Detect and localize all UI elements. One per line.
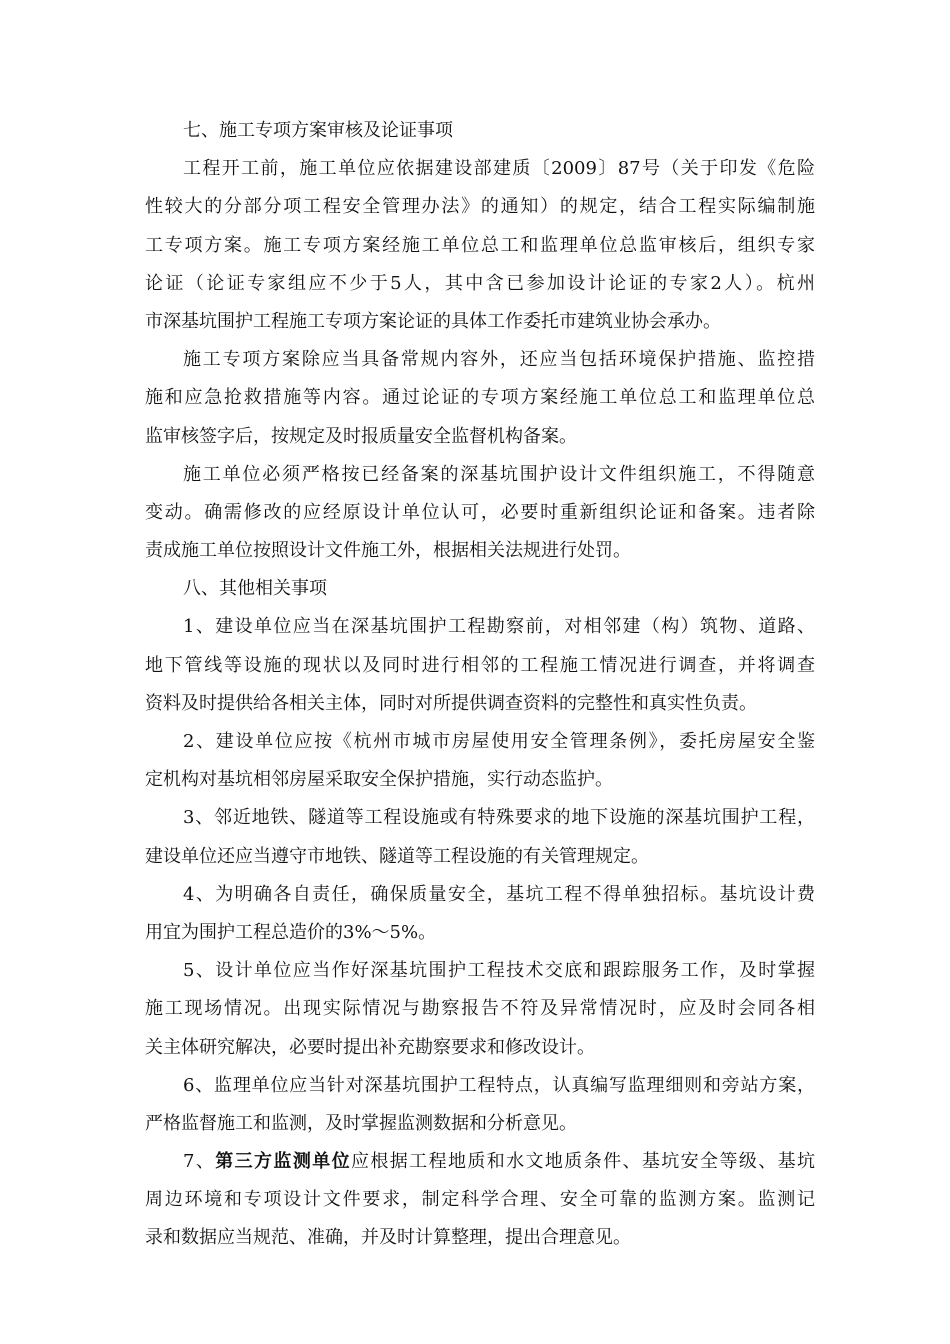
paragraph-line: 1、建设单位应当在深基坑围护工程勘察前，对相邻建（构）筑物、道路、 [183,616,815,638]
paragraph-line: 监审核签字后，按规定及时报质量安全监督机构备案。 [145,425,577,447]
paragraph-line: 周边环境和专项设计文件要求，制定科学合理、安全可靠的监测方案。监测记 [145,1189,815,1211]
paragraph-line: 建设单位还应当遵守市地铁、隧道等工程设施的有关管理规定。 [145,845,649,867]
paragraph-line: 严格监督施工和监测，及时掌握监测数据和分析意见。 [145,1112,577,1134]
paragraph-line: 论证（论证专家组应不少于5人，其中含已参加设计论证的专家2人）。杭州 [145,272,815,294]
paragraph-line: 6、监理单位应当针对深基坑围护工程特点，认真编写监理细则和旁站方案， [183,1074,815,1096]
section-heading-8: 八、其他相关事项 [183,578,327,600]
item-7-first-line [145,1143,815,1181]
paragraph-line: 5、设计单位应当作好深基坑围护工程技术交底和跟踪服务工作，及时掌握 [183,960,815,982]
paragraph-line: 责成施工单位按照设计文件施工外，根据相关法规进行处罚。 [145,540,631,562]
paragraph-line: 2、建设单位应按《杭州市城市房屋使用安全管理条例》，委托房屋安全鉴 [183,731,815,752]
section-heading-7: 七、施工专项方案审核及论证事项 [183,120,453,141]
paragraph-line: 资料及时提供给各相关主体，同时对所提供调查资料的完整性和真实性负责。 [145,692,757,714]
paragraph-line: 定机构对基坑相邻房屋采取安全保护措施，实行动态监护。 [145,769,613,791]
item-7-bold-term: 第三方监测单位 [215,1151,351,1173]
paragraph-line: 变动。确需修改的应经原设计单位认可，必要时重新组织论证和备案。违者除 [145,501,815,523]
paragraph-line: 施工现场情况。出现实际情况与勘察报告不符及异常情况时，应及时会同各相 [145,998,815,1020]
paragraph-line: 施工单位必须严格按已经备案的深基坑围护设计文件组织施工，不得随意 [183,463,815,485]
paragraph-line: 3、邻近地铁、隧道等工程设施或有特殊要求的地下设施的深基坑围护工程， [183,807,815,829]
paragraph-line: 录和数据应当规范、准确，并及时计算整理，提出合理意见。 [145,1227,631,1249]
paragraph-line: 施和应急抢救措施等内容。通过论证的专项方案经施工单位总工和监理单位总 [145,387,815,409]
item-7-prefix: 7、 [183,1151,216,1173]
paragraph-line: 工程开工前，施工单位应依据建设部建质〔2009〕87号（关于印发《危险 [183,158,815,180]
paragraph-line: 性较大的分部分项工程安全管理办法》的通知）的规定，结合工程实际编制施 [145,196,815,218]
paragraph-line: 工专项方案。施工专项方案经施工单位总工和监理单位总监审核后，组织专家 [145,234,815,256]
paragraph-line: 用宜为围护工程总造价的3%～5%。 [145,921,437,943]
document-body [145,112,815,1258]
paragraph-line: 市深基坑围护工程施工专项方案论证的具体工作委托市建筑业协会承办。 [145,310,721,332]
paragraph-line: 4、为明确各自责任，确保质量安全，基坑工程不得单独招标。基坑设计费 [183,883,815,905]
paragraph-line: 地下管线等设施的现状以及同时进行相邻的工程施工情况进行调查，并将调查 [145,654,815,676]
paragraph-line: 关主体研究解决，必要时提出补充勘察要求和修改设计。 [145,1036,595,1058]
paragraph-line: 施工专项方案除应当具备常规内容外，还应当包括环境保护措施、监控措 [183,349,815,371]
item-7-rest: 应根据工程地质和水文地质条件、基坑安全等级、基坑 [351,1151,815,1173]
